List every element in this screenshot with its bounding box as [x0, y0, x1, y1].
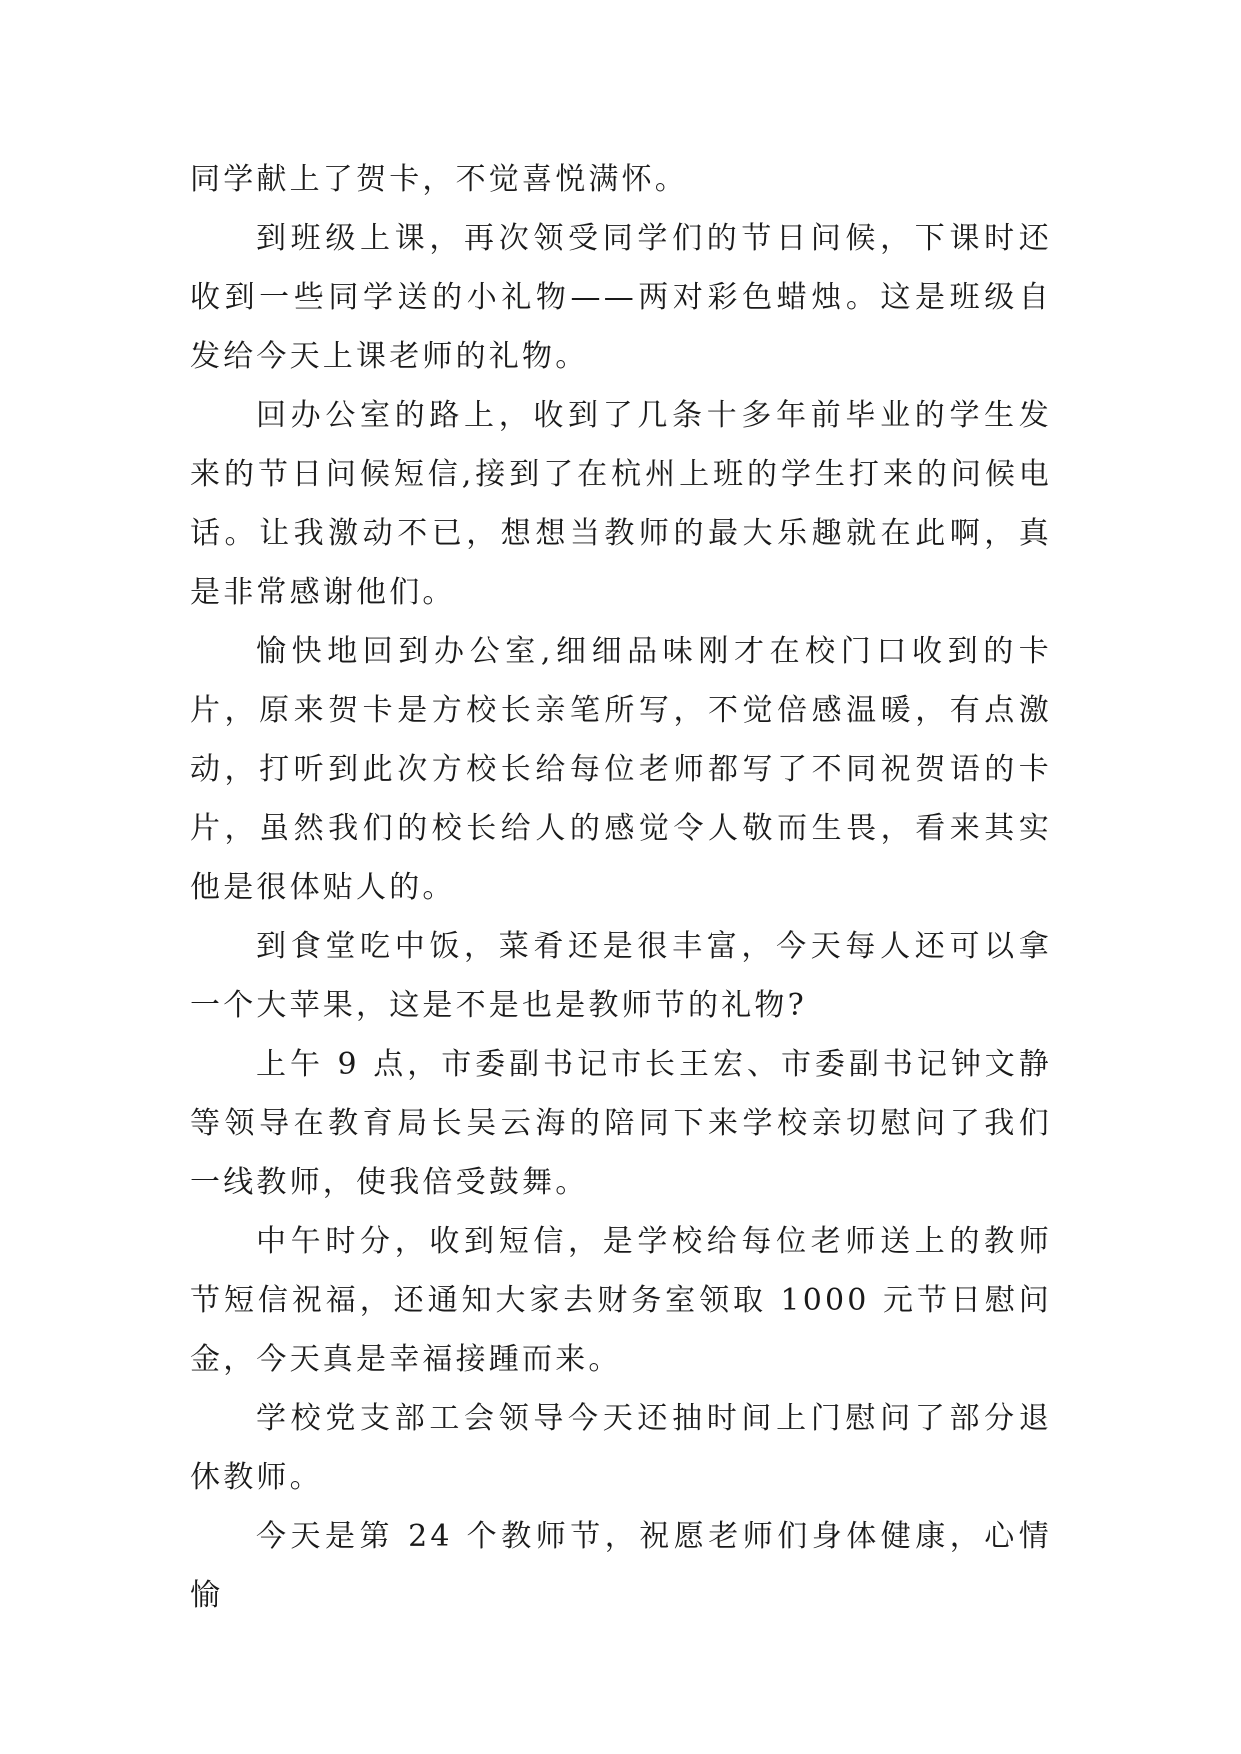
paragraph: 到班级上课，再次领受同学们的节日问候，下课时还收到一些同学送的小礼物——两对彩色蜡烛。这是班级自发给今天上课老师的礼物。 — [190, 221, 1052, 374]
paragraph: 到食堂吃中饭，菜肴还是很丰富，今天每人还可以拿一个大苹果，这是不是也是教师节的礼物? — [190, 929, 1052, 1023]
paragraph: 上午 9 点，市委副书记市长王宏、市委副书记钟文静等领导在教育局长吴云海的陪同下来学校亲切慰问了我们一线教师，使我倍受鼓舞。 — [190, 1047, 1052, 1200]
paragraph: 同学献上了贺卡，不觉喜悦满怀。 — [190, 162, 688, 197]
paragraph: 中午时分，收到短信，是学校给每位老师送上的教师节短信祝福，还通知大家去财务室领取 1000 元节日慰问金，今天真是幸福接踵而来。 — [190, 1224, 1052, 1377]
paragraph: 今天是第 24 个教师节，祝愿老师们身体健康，心情愉 — [190, 1519, 1052, 1613]
paragraph: 回办公室的路上，收到了几条十多年前毕业的学生发来的节日问候短信,接到了在杭州上班的学生打来的问候电话。让我激动不已，想想当教师的最大乐趣就在此啊，真是非常感谢他们。 — [190, 398, 1052, 610]
document-body — [190, 150, 1052, 1625]
paragraph: 愉快地回到办公室,细细品味刚才在校门口收到的卡片，原来贺卡是方校长亲笔所写，不觉倍感温暖，有点激动，打听到此次方校长给每位老师都写了不同祝贺语的卡片，虽然我们的校长给人的感觉令人敬而生畏，看来其实他是很体贴人的。 — [190, 634, 1052, 905]
paragraph: 学校党支部工会领导今天还抽时间上门慰问了部分退休教师。 — [190, 1401, 1052, 1495]
